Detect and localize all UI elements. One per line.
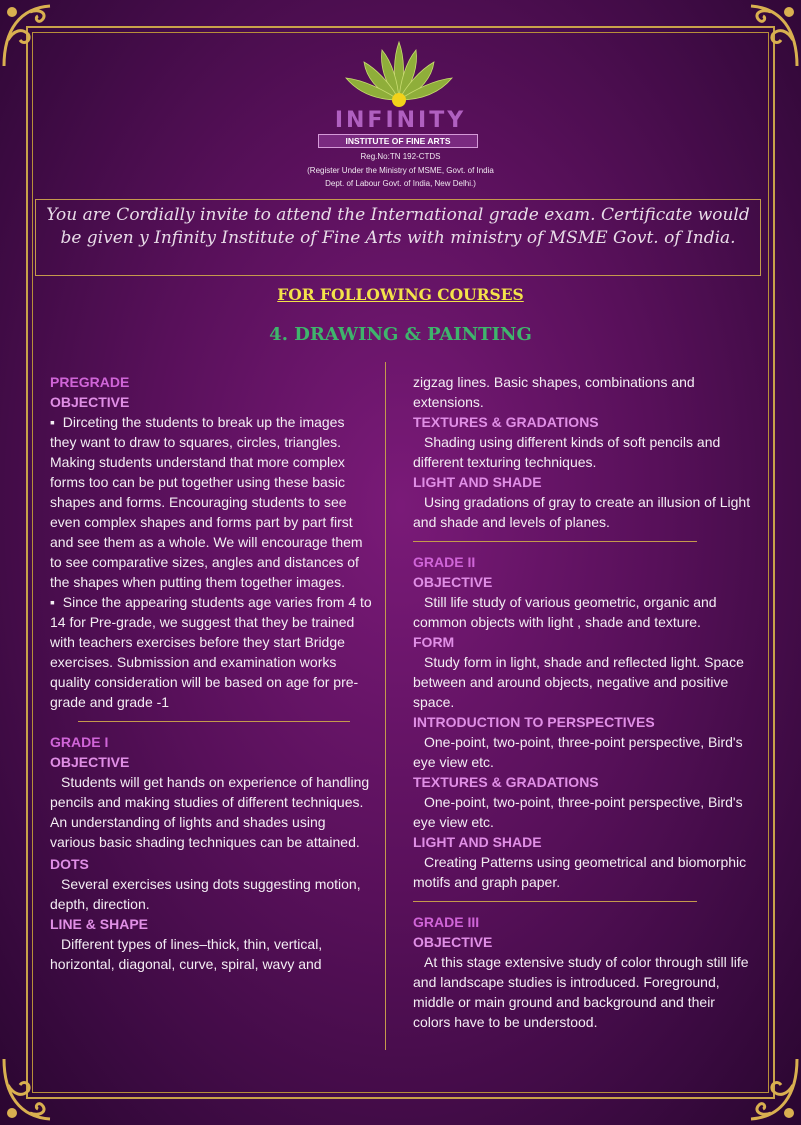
- right-column: [413, 372, 753, 1032]
- ornament-corner-bottom-right: [731, 1055, 801, 1125]
- ornament-corner-bottom-left: [0, 1055, 70, 1125]
- light-shade-heading: LIGHT AND SHADE: [413, 474, 542, 490]
- objective-heading: OBJECTIVE: [50, 754, 130, 770]
- ornament-corner-top-right: [731, 0, 801, 70]
- textures-text: Shading using different kinds of soft pencils and different texturing techniques.: [413, 434, 721, 470]
- objective-heading: OBJECTIVE: [413, 934, 493, 950]
- textures-heading: TEXTURES & GRADATIONS: [413, 414, 599, 430]
- brand-name: INFINITY: [334, 108, 467, 133]
- perspectives-heading: INTRODUCTION TO PERSPECTIVES: [413, 714, 655, 730]
- objective-text: Still life study of various geometric, organic and common objects with light , shade and texture.: [413, 594, 717, 630]
- bullet-item: [50, 412, 372, 592]
- line-shape-heading: LINE & SHAPE: [50, 916, 149, 932]
- bullet-text: Since the appearing students age varies from 4 to 14 for Pre-grade, we suggest that they be trained with teachers exercises before they start Bridge exercises. Submission and examination works quality consideration will be based on age for pre-grade and grade -1: [50, 594, 372, 710]
- textures-text: One-point, two-point, three-point perspective, Bird's eye view etc.: [413, 794, 743, 830]
- subject-heading: 4. DRAWING & PAINTING: [269, 324, 532, 345]
- grade-1-heading: GRADE I: [50, 734, 109, 750]
- registration-line-1: (Register Under the Ministry of MSME, Govt. of India: [307, 166, 494, 175]
- grade-3-heading: GRADE III: [413, 914, 480, 930]
- bullet-text: Dirceting the students to break up the images they want to draw to squares, circles, triangles. Making students understand that more complex forms too can be put together using these basic shapes and forms. Encouraging students to see even complex shapes and forms part by part first and see them as a whole. We will encourage them to see comparative sizes, angles and distances of the shapes when putting them together images.: [50, 414, 363, 590]
- registration-line-2: Dept. of Labour Govt. of India, New Delhi.): [325, 179, 476, 188]
- line-shape-text: Different types of lines–thick, thin, vertical, horizontal, diagonal, curve, spiral, wavy and: [50, 936, 323, 972]
- dots-text: Several exercises using dots suggesting motion, depth, direction.: [50, 876, 361, 912]
- objective-heading: OBJECTIVE: [413, 574, 493, 590]
- grade-2-heading: GRADE II: [413, 554, 476, 570]
- light-shade-text: Creating Patterns using geometrical and biomorphic motifs and graph paper.: [413, 854, 747, 890]
- light-shade-text: Using gradations of gray to create an illusion of Light and shade and levels of planes.: [413, 494, 751, 530]
- invitation-box: You are Cordially invite to attend the International grade exam. Certificate would be given y Infinity Institute of Fine Arts with ministry of MSME Govt. of India.: [35, 199, 761, 276]
- section-divider: [78, 721, 350, 722]
- courses-heading: FOR FOLLOWING COURSES: [277, 285, 524, 304]
- bullet-icon: ▪: [50, 594, 63, 610]
- pregrade-heading: PREGRADE: [50, 374, 130, 390]
- objective-text: At this stage extensive study of color through still life and landscape studies is introduced. Foreground, middle or main ground and background and their colors have to be understood.: [413, 954, 749, 1030]
- objective-heading: OBJECTIVE: [50, 394, 130, 410]
- form-heading: FORM: [413, 634, 455, 650]
- column-divider: [385, 362, 386, 1050]
- brand-ribbon: INSTITUTE OF FINE ARTS: [318, 134, 478, 148]
- section-divider: [413, 541, 697, 542]
- section-divider: [413, 901, 697, 902]
- textures-heading: TEXTURES & GRADATIONS: [413, 774, 599, 790]
- light-shade-heading: LIGHT AND SHADE: [413, 834, 542, 850]
- perspectives-text: One-point, two-point, three-point perspective, Bird's eye view etc.: [413, 734, 743, 770]
- continued-text: zigzag lines. Basic shapes, combinations and extensions.: [413, 374, 695, 410]
- bullet-icon: ▪: [50, 414, 63, 430]
- form-text: Study form in light, shade and reflected light. Space between and around objects, negative and positive space.: [413, 654, 744, 710]
- ornament-corner-top-left: [0, 0, 70, 70]
- bullet-item: [50, 592, 372, 712]
- objective-text: Students will get hands on experience of handling pencils and making studies of different techniques. An understanding of lights and shades using various basic shading techniques can be attained.: [50, 774, 370, 850]
- dots-heading: DOTS: [50, 856, 89, 872]
- left-column: [50, 372, 372, 974]
- registration-number: Reg.No:TN 192-CTDS: [360, 152, 441, 161]
- lotus-logo: [336, 38, 462, 112]
